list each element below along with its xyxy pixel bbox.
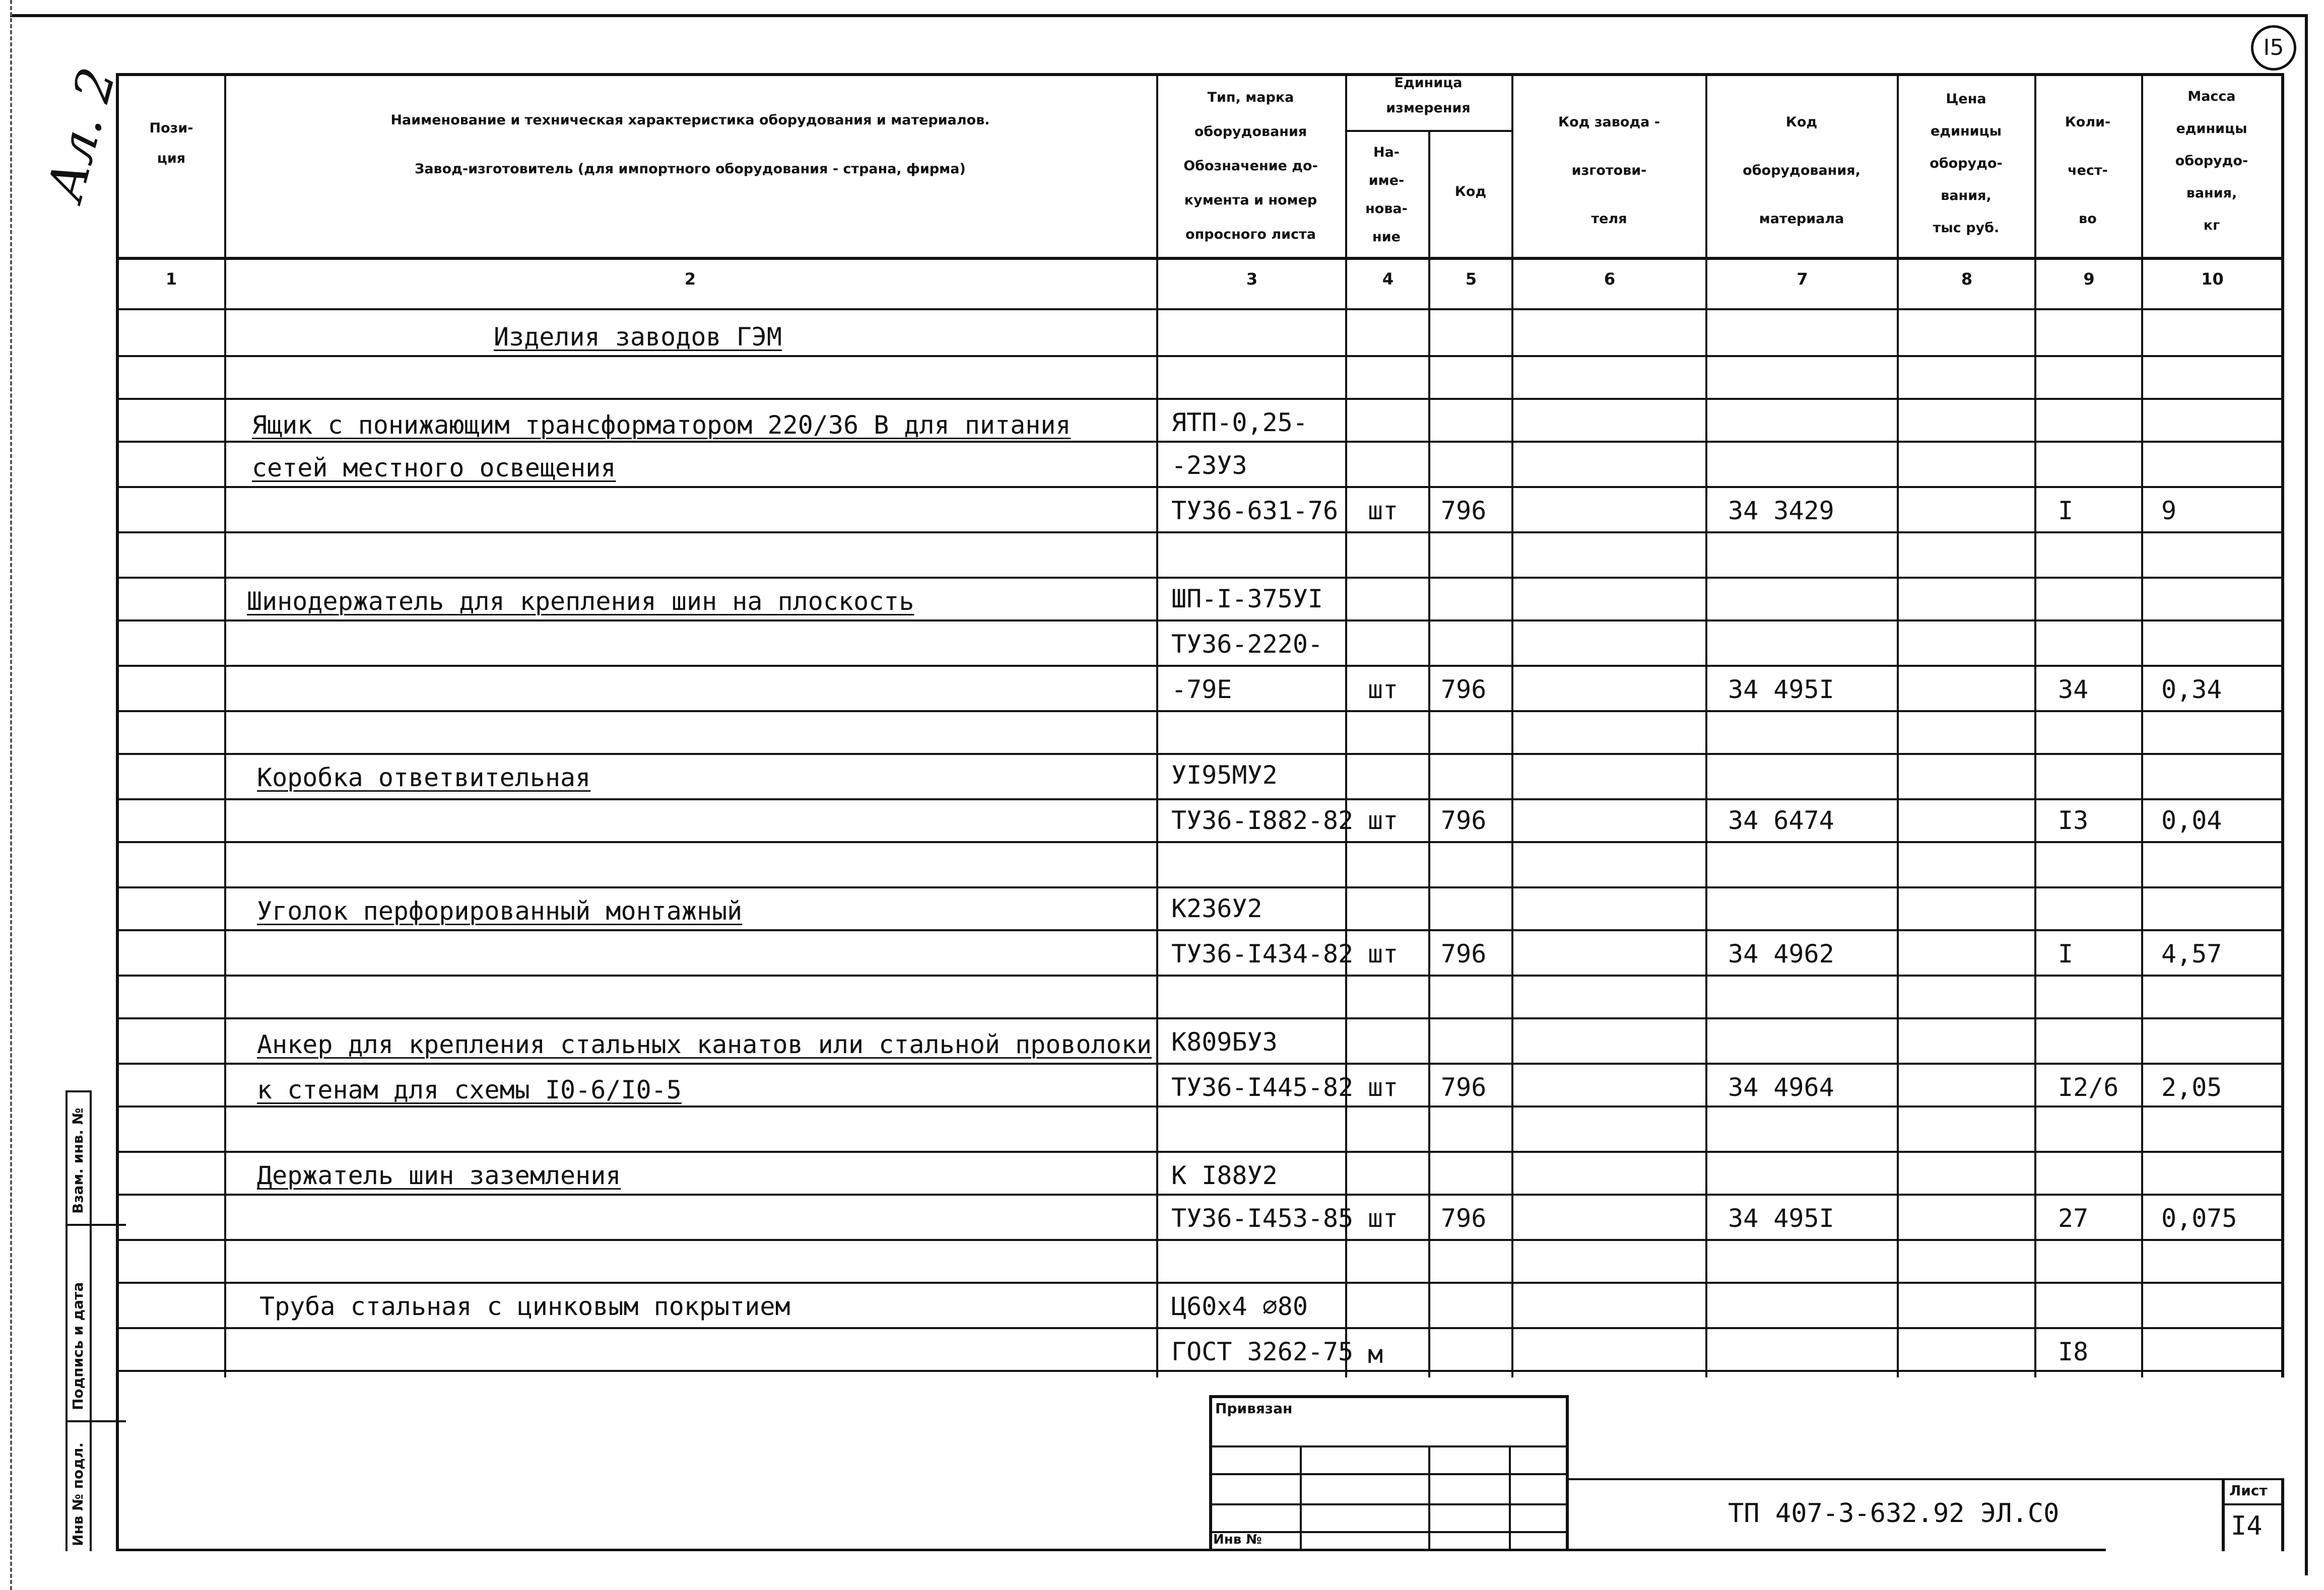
column-number: 1 [165, 269, 177, 289]
column-number: 5 [1465, 269, 1477, 289]
item-unit-code: 796 [1441, 496, 1487, 525]
item-unit: шт [1368, 939, 1399, 969]
header-equip-code: Код оборудования, материала [1743, 114, 1861, 227]
item-name: к стенам для схемы I0-6/I0-5 [257, 1075, 682, 1104]
column-number: 6 [1604, 269, 1616, 289]
item-equip-code: 34 4962 [1728, 939, 1834, 969]
item-mass: 2,05 [2161, 1073, 2222, 1102]
header-qty: Коли- чест- во [2065, 114, 2111, 227]
item-type: УI95МУ2 [1171, 761, 1278, 790]
item-name: Уголок перфорированный монтажный [257, 896, 743, 926]
item-type: ТУ36-I434-82 [1171, 939, 1354, 969]
item-qty: I8 [2058, 1337, 2089, 1366]
item-type: ТУ36-631-76 [1171, 496, 1339, 525]
item-unit-code: 796 [1441, 939, 1487, 969]
item-qty: I [2058, 496, 2074, 525]
item-unit-code: 796 [1441, 806, 1487, 835]
header-factory-code: Код завода - изготови- теля [1558, 114, 1660, 227]
item-type: К236У2 [1171, 894, 1263, 923]
column-number: 2 [684, 269, 696, 289]
sheet-label: Лист [2229, 1482, 2268, 1499]
item-equip-code: 34 495I [1728, 675, 1834, 704]
header-name-line2: Завод-изготовитель (для импортного оборудования - страна, фирма) [415, 161, 966, 177]
item-equip-code: 34 6474 [1728, 806, 1834, 835]
item-mass: 4,57 [2161, 939, 2222, 969]
column-number: 8 [1961, 269, 1973, 289]
item-unit: шт [1368, 806, 1399, 835]
item-type: ТУ36-I453-85 [1171, 1204, 1354, 1233]
item-equip-code: 34 4964 [1728, 1073, 1834, 1102]
item-type: ГОСТ 3262-75 [1171, 1337, 1354, 1366]
header-name-line1: Наименование и техническая характеристика оборудования и материалов. [390, 112, 990, 128]
item-unit-code: 796 [1441, 1073, 1487, 1102]
item-qty: 34 [2058, 675, 2089, 704]
item-type: ТУ36-I882-82 [1171, 806, 1354, 835]
item-type: Ц60х4 ∅80 [1171, 1292, 1308, 1321]
item-mass: 0,34 [2161, 675, 2222, 704]
item-mass: 9 [2161, 496, 2177, 525]
item-qty: I3 [2058, 806, 2089, 835]
item-type: -23У3 [1171, 451, 1247, 480]
header-unit-code: Код [1454, 184, 1487, 199]
side-label-replace: Взам. инв. № [70, 1108, 86, 1214]
handwritten-annotation: Ал. 2 [35, 61, 127, 207]
item-name: Труба стальная с цинковым покрытием [259, 1292, 790, 1321]
side-label-sign: Подпись и дата [70, 1282, 86, 1410]
item-unit: м [1368, 1340, 1383, 1369]
header-mass: Масса единицы оборудо- вания, кг [2175, 89, 2248, 233]
side-label-inv: Инв № подл. [70, 1442, 86, 1546]
item-type: ТУ36-I445-82 [1171, 1073, 1354, 1102]
inv-label: Инв № [1213, 1532, 1262, 1547]
item-name: сетей местного освещения [252, 453, 616, 482]
item-type: К809БУ3 [1171, 1027, 1278, 1057]
item-type: ТУ36-2220- [1171, 630, 1323, 659]
item-name: Анкер для крепления стальных канатов или стальной проволоки [257, 1030, 1152, 1059]
sheet-badge: I5 [2251, 25, 2296, 71]
item-qty: I [2058, 939, 2074, 969]
item-type: ЯТП-0,25- [1171, 408, 1308, 437]
item-type: К I88У2 [1171, 1161, 1278, 1190]
item-equip-code: 34 495I [1728, 1204, 1834, 1233]
header-type: Тип, марка оборудования Обозначение до- кумента и номер опросного листа [1183, 90, 1318, 242]
header-unit-group: Единица измерения [1386, 75, 1471, 116]
item-unit: шт [1368, 1073, 1399, 1102]
section-title: Изделия заводов ГЭМ [494, 322, 782, 352]
item-unit-code: 796 [1441, 675, 1487, 704]
item-unit: шт [1368, 1204, 1399, 1233]
column-number: 4 [1382, 269, 1394, 289]
column-number: 3 [1246, 269, 1258, 289]
column-number: 10 [2201, 269, 2224, 289]
item-qty: 27 [2058, 1204, 2089, 1233]
item-name: Держатель шин заземления [257, 1161, 621, 1190]
item-equip-code: 34 3429 [1728, 496, 1834, 525]
header-price: Цена единицы оборудо- вания, тыс руб. [1930, 91, 2003, 236]
item-name: Коробка ответвительная [257, 763, 591, 792]
item-unit: шт [1368, 496, 1399, 525]
document-code: ТП 407-3-632.92 ЭЛ.С0 [1728, 1498, 2060, 1529]
header-position: Пози- ция [149, 120, 193, 166]
column-number: 7 [1797, 269, 1808, 289]
item-mass: 0,075 [2161, 1204, 2237, 1233]
column-number: 9 [2083, 269, 2095, 289]
item-name: Ящик с понижающим трансформатором 220/36 В для питания [252, 410, 1071, 440]
item-name: Шинодержатель для крепления шин на плоскость [247, 587, 914, 616]
item-type: ШП-I-375УI [1171, 584, 1323, 613]
item-qty: I2/6 [2058, 1073, 2119, 1102]
tied-label: Привязан [1215, 1400, 1293, 1417]
item-unit: шт [1368, 675, 1399, 704]
item-type: -79Е [1171, 675, 1232, 704]
header-unit-name: На- име- нова- ние [1365, 145, 1408, 245]
item-unit-code: 796 [1441, 1204, 1487, 1233]
sheet-number: I4 [2231, 1511, 2263, 1541]
item-mass: 0,04 [2161, 806, 2222, 835]
